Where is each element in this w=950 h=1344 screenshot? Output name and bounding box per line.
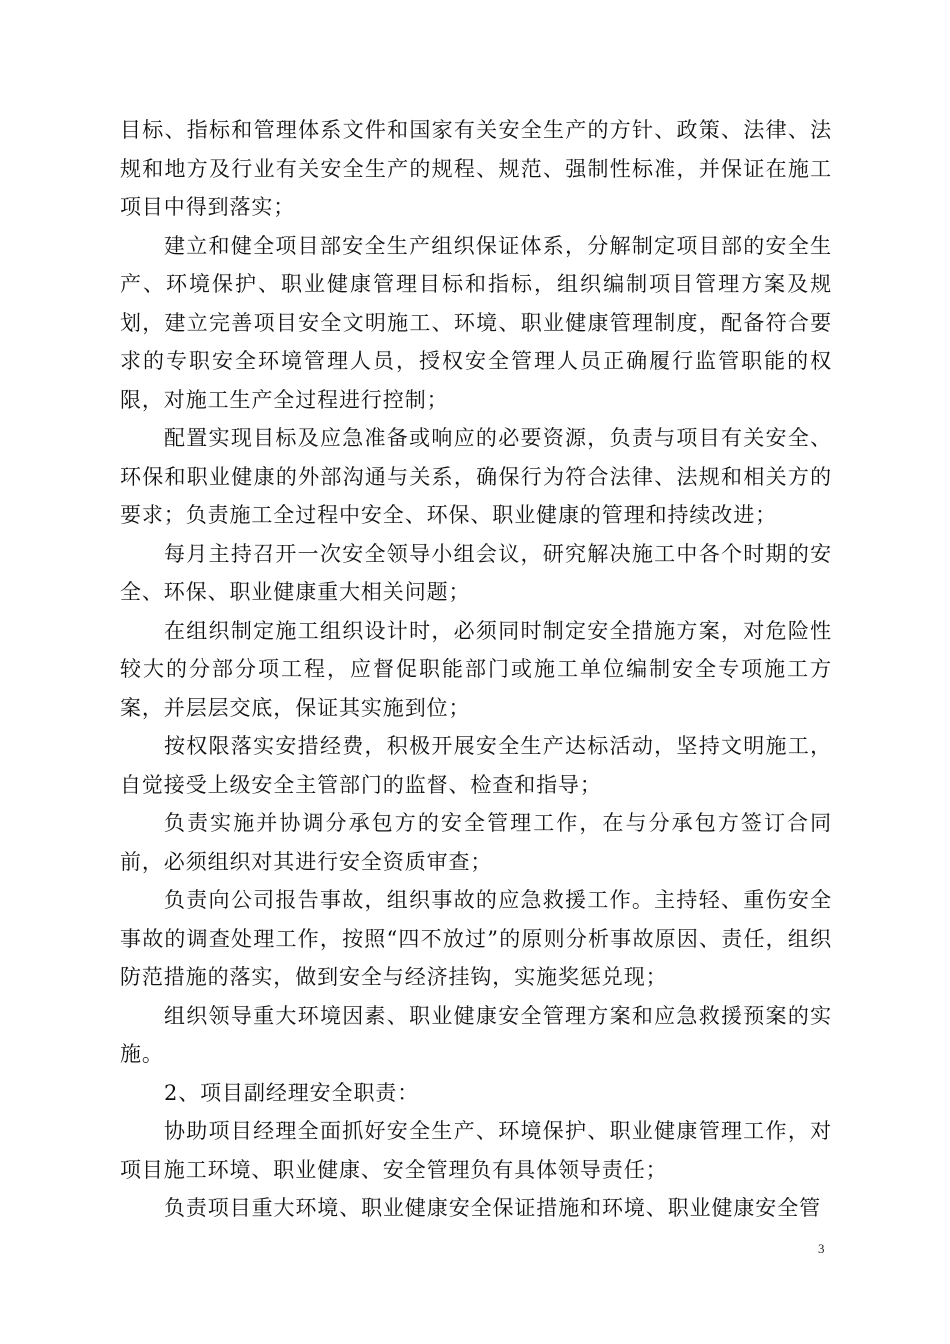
paragraph: 负责项目重大环境、职业健康安全保证措施和环境、职业健康安全管 — [164, 1196, 821, 1220]
paragraph: 负责向公司报告事故，组织事故的应急救援工作。主持轻、重伤安全事故的调查处理工作，按照“四不放过”的原则分析事故原因、责任，组织防范措施的落实，做到安全与经济挂钩，实施奖惩兑现； — [120, 888, 832, 989]
paragraph: 组织领导重大环境因素、职业健康安全管理方案和应急救援预案的实施。 — [120, 1003, 832, 1066]
page-number: 3 — [818, 1241, 825, 1256]
paragraph: 建立和健全项目部安全生产组织保证体系，分解制定项目部的安全生产、环境保护、职业健康管理目标和指标，组织编制项目管理方案及规划，建立完善项目安全文明施工、环境、职业健康管理制度，配备符合要求的专职安全环境管理人员，授权安全管理人员正确履行监管职能的权限，对施工生产全过程进行控制； — [120, 233, 832, 412]
paragraph: 配置实现目标及应急准备或响应的必要资源，负责与项目有关安全、环保和职业健康的外部沟通与关系，确保行为符合法律、法规和相关方的要求；负责施工全过程中安全、环保、职业健康的管理和持续改进； — [120, 426, 832, 527]
paragraph: 每月主持召开一次安全领导小组会议，研究解决施工中各个时期的安全、环保、职业健康重大相关问题； — [120, 541, 832, 604]
paragraph: 在组织制定施工组织设计时，必须同时制定安全措施方案，对危险性较大的分部分项工程，应督促职能部门或施工单位编制安全专项施工方案，并层层交底，保证其实施到位； — [120, 618, 832, 720]
paragraph: 负责实施并协调分承包方的安全管理工作，在与分承包方签订合同前，必须组织对其进行安全资质审查； — [120, 811, 832, 874]
paragraph: 目标、指标和管理体系文件和国家有关安全生产的方针、政策、法律、法规和地方及行业有关安全生产的规程、规范、强制性标准，并保证在施工项目中得到落实； — [120, 118, 832, 219]
section-heading: 2、项目副经理安全职责： — [164, 1080, 420, 1105]
paragraph: 按权限落实安措经费，积极开展安全生产达标活动，坚持文明施工，自觉接受上级安全主管部门的监督、检查和指导； — [120, 734, 832, 797]
page-body — [120, 111, 832, 1228]
paragraph: 协助项目经理全面抓好安全生产、环境保护、职业健康管理工作，对项目施工环境、职业健康、安全管理负有具体领导责任； — [120, 1119, 832, 1182]
